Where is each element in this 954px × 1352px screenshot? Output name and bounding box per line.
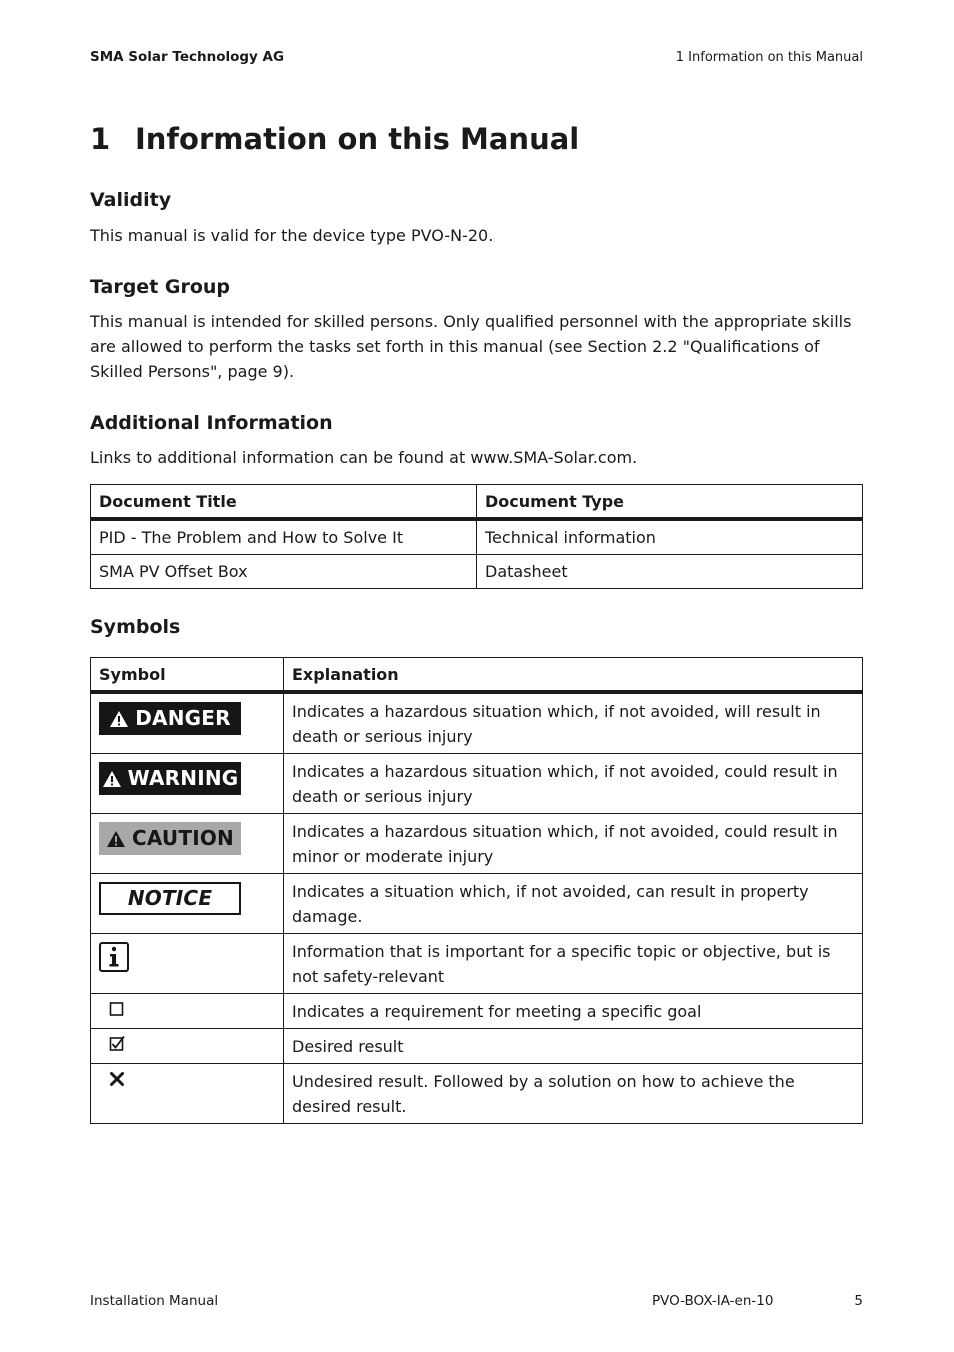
table-row — [91, 555, 863, 589]
cross-icon — [109, 1071, 125, 1087]
explanation-cell: Indicates a requirement for meeting a specific goal — [284, 994, 863, 1029]
badge-label: NOTICE — [127, 886, 213, 910]
symbols-table — [90, 657, 863, 1124]
explanation-cell: Information that is important for a specific topic or objective, but is not safety-relevant — [284, 934, 863, 994]
explanation-cell: Indicates a situation which, if not avoided, can result in property damage. — [284, 874, 863, 934]
symbol-cell — [91, 874, 284, 934]
table-cell: PID - The Problem and How to Solve It — [91, 519, 477, 555]
warning-triangle-icon — [102, 770, 122, 788]
symbol-cell — [91, 934, 284, 994]
symbol-cell — [91, 994, 284, 1029]
warning-triangle-icon — [109, 710, 129, 728]
table-row — [91, 1064, 863, 1124]
table-row — [91, 874, 863, 934]
header-chapter: 1 Information on this Manual — [675, 50, 863, 65]
table-row — [91, 1029, 863, 1064]
symbol-cell — [91, 754, 284, 814]
danger-badge — [99, 702, 241, 735]
target-group-heading: Target Group — [90, 276, 231, 298]
badge-label: DANGER — [135, 706, 231, 730]
chapter-title: Information on this Manual — [135, 122, 580, 156]
caution-badge — [99, 822, 241, 855]
symbols-heading: Symbols — [90, 616, 181, 638]
badge-label: WARNING — [127, 766, 239, 790]
symbol-cell — [91, 1029, 284, 1064]
target-group-text: This manual is intended for skilled persons. Only qualified personnel with the appropriate skills are allowed to perform the tasks set forth in this manual (see Section 2.2 "Qualifications of Skilled Persons", page 9). — [90, 312, 852, 381]
notice-badge — [99, 882, 241, 915]
header-company: SMA Solar Technology AG — [90, 49, 285, 65]
warning-triangle-icon — [106, 830, 126, 848]
additional-info-text: Links to additional information can be found at www.SMA-Solar.com. — [90, 448, 638, 467]
table-header-row — [91, 485, 863, 520]
explanation-cell: Undesired result. Followed by a solution on how to achieve the desired result. — [284, 1064, 863, 1124]
table-cell: Datasheet — [477, 555, 863, 589]
page-title — [90, 122, 579, 156]
symbol-cell — [91, 814, 284, 874]
table-cell: SMA PV Offset Box — [91, 555, 477, 589]
explanation-cell: Desired result — [284, 1029, 863, 1064]
footer-page-number: 5 — [854, 1293, 863, 1309]
checkbox-checked-icon — [109, 1036, 125, 1052]
table-cell: Technical information — [477, 519, 863, 555]
table-row — [91, 754, 863, 814]
table-row — [91, 994, 863, 1029]
footer-manual-type: Installation Manual — [90, 1293, 219, 1309]
footer-doc-code: PVO-BOX-IA-en-10 — [652, 1293, 774, 1309]
symbol-cell — [91, 692, 284, 754]
validity-heading: Validity — [90, 189, 172, 211]
column-header: Document Type — [477, 485, 863, 520]
symbol-cell — [91, 1064, 284, 1124]
column-header: Document Title — [91, 485, 477, 520]
info-icon — [99, 942, 129, 972]
document-table — [90, 484, 863, 589]
table-row — [91, 519, 863, 555]
column-header: Symbol — [91, 658, 284, 693]
table-row — [91, 692, 863, 754]
badge-label: CAUTION — [131, 826, 234, 850]
explanation-cell: Indicates a hazardous situation which, if not avoided, could result in death or serious injury — [284, 754, 863, 814]
validity-text: This manual is valid for the device type PVO-N-20. — [90, 226, 494, 245]
explanation-cell: Indicates a hazardous situation which, if not avoided, could result in minor or moderate injury — [284, 814, 863, 874]
checkbox-empty-icon — [109, 1001, 125, 1017]
column-header: Explanation — [284, 658, 863, 693]
table-row — [91, 814, 863, 874]
additional-info-heading: Additional Information — [90, 412, 333, 434]
table-row — [91, 934, 863, 994]
warning-badge — [99, 762, 241, 795]
table-header-row — [91, 658, 863, 693]
chapter-number: 1 — [90, 122, 111, 156]
explanation-cell: Indicates a hazardous situation which, if not avoided, will result in death or serious injury — [284, 692, 863, 754]
